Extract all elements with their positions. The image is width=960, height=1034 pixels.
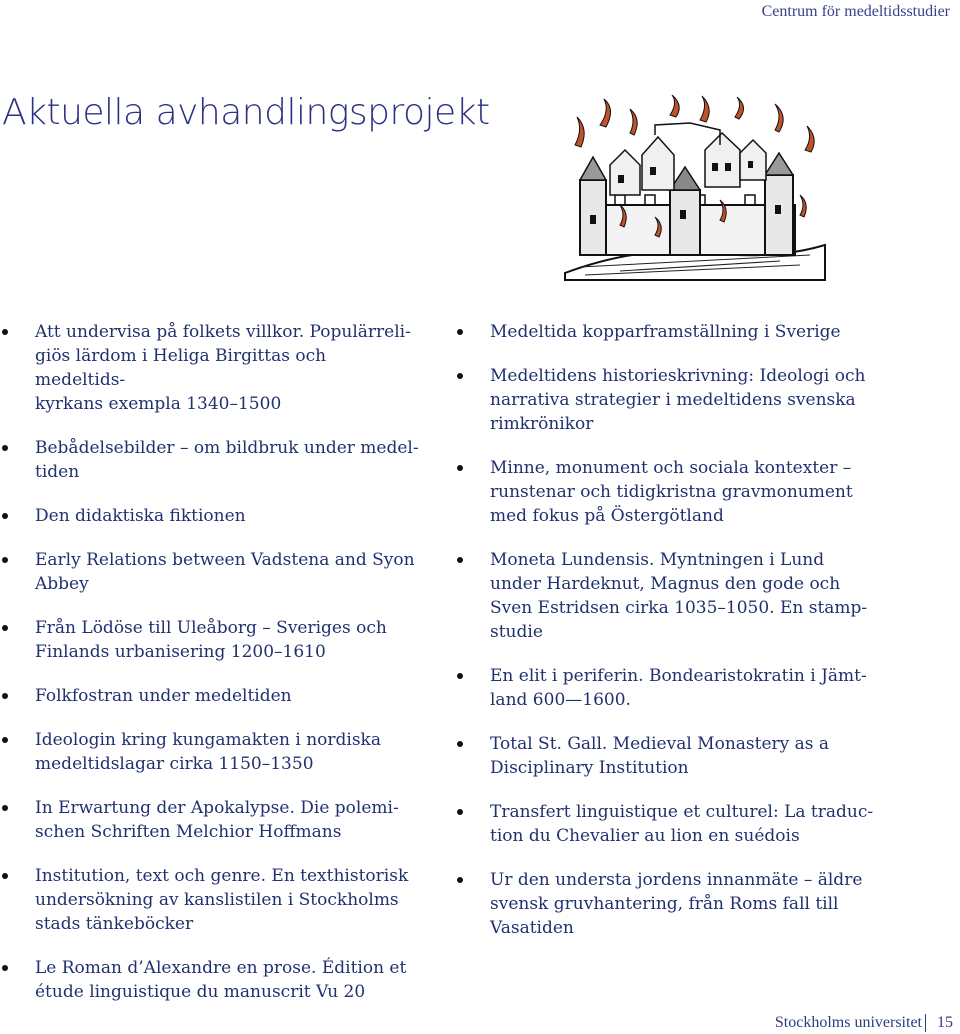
bullet-icon — [2, 737, 8, 743]
bullet-icon — [2, 557, 8, 563]
bullet-icon — [2, 873, 8, 879]
bullet-icon — [457, 741, 463, 747]
bullet-icon — [2, 513, 8, 519]
list-item: Transfert linguistique et culturel: La traduc- tion du Chevalier au lion en suédois — [455, 800, 895, 848]
list-item: Att undervisa på folkets villkor. Populärreli- giös lärdom i Heliga Birgittas och medeltids- kyrkans exempla 1340–1500 — [0, 320, 420, 416]
bullet-icon — [457, 329, 463, 335]
bullet-icon — [2, 329, 8, 335]
bullet-icon — [2, 445, 8, 451]
university-name: Stockholms universitet — [774, 1014, 922, 1031]
list-item: Den didaktiska fiktionen — [0, 504, 420, 528]
list-item: Institution, text och genre. En texthistorisk undersökning av kanslistilen i Stockholms stads tänkeböcker — [0, 864, 420, 936]
list-item: En elit i periferin. Bondearistokratin i Jämt- land 600—1600. — [455, 664, 895, 712]
bullet-icon — [2, 693, 8, 699]
bullet-icon — [457, 465, 463, 471]
list-item: In Erwartung der Apokalypse. Die polemi- schen Schriften Melchior Hoffmans — [0, 796, 420, 844]
bullet-icon — [457, 373, 463, 379]
bullet-icon — [2, 625, 8, 631]
bullet-icon — [2, 965, 8, 971]
list-item: Bebådelsebilder – om bildbruk under medel- tiden — [0, 436, 420, 484]
left-project-list — [0, 320, 420, 1024]
page-number: 15 — [925, 1014, 960, 1032]
bullet-icon — [457, 809, 463, 815]
list-item: Le Roman d’Alexandre en prose. Édition et étude linguistique du manuscrit Vu 20 — [0, 956, 420, 1004]
bullet-icon — [457, 673, 463, 679]
page-title: Aktuella avhandlingsprojekt — [2, 92, 490, 133]
running-header: Centrum för medeltidsstudier — [761, 3, 950, 20]
list-item: Medeltida kopparframställning i Sverige — [455, 320, 895, 344]
list-item: Early Relations between Vadstena and Syon Abbey — [0, 548, 420, 596]
list-item: Total St. Gall. Medieval Monastery as a Disciplinary Institution — [455, 732, 895, 780]
bullet-icon — [2, 805, 8, 811]
list-item: Från Lödöse till Uleåborg – Sveriges och Finlands urbanisering 1200–1610 — [0, 616, 420, 664]
bullet-icon — [457, 557, 463, 563]
bullet-icon — [457, 877, 463, 883]
right-project-list — [455, 320, 895, 960]
list-item: Ideologin kring kungamakten i nordiska medeltidslagar cirka 1150–1350 — [0, 728, 420, 776]
burning-town-woodcut-icon — [560, 95, 830, 285]
list-item: Ur den understa jordens innanmäte – äldre svensk gruvhantering, från Roms fall till Vasatiden — [455, 868, 895, 940]
list-item: Medeltidens historieskrivning: Ideologi och narrativa strategier i medeltidens svenska rimkrönikor — [455, 364, 895, 436]
list-item: Folkfostran under medeltiden — [0, 684, 420, 708]
list-item: Moneta Lundensis. Myntningen i Lund under Hardeknut, Magnus den gode och Sven Estridsen cirka 1035–1050. En stamp- studie — [455, 548, 895, 644]
list-item: Minne, monument och sociala kontexter – runstenar och tidigkristna gravmonument med fokus på Östergötland — [455, 456, 895, 528]
